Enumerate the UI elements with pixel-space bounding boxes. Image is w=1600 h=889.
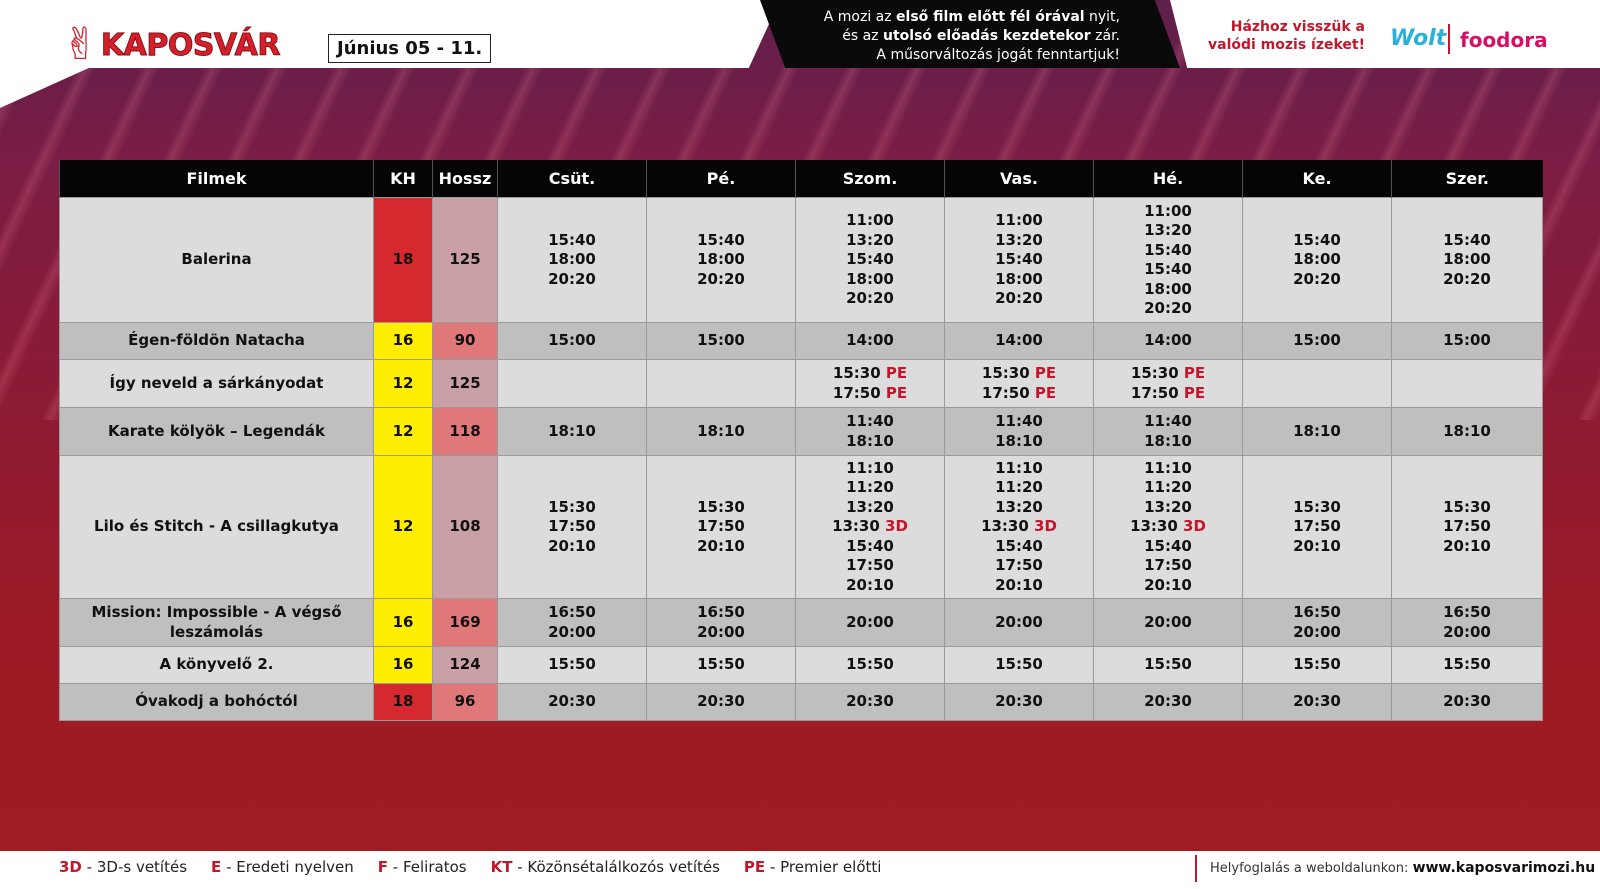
showtimes-cell (647, 456, 796, 599)
showtime[interactable]: 15:00 (1293, 331, 1341, 350)
showtime[interactable]: 11:40 (995, 412, 1043, 430)
showtimes-cell (1094, 198, 1243, 323)
showtime[interactable]: 20:20 (1293, 269, 1341, 288)
movie-length: 124 (433, 647, 498, 684)
showtimes-cell (796, 408, 945, 456)
column-header: Ke. (1243, 160, 1392, 198)
movie-row (60, 684, 1543, 721)
movie-length: 118 (433, 408, 498, 456)
showtime[interactable]: 17:50 (697, 517, 745, 536)
showtime[interactable]: 13:20 (846, 497, 894, 516)
showtime[interactable]: 15:40 (548, 230, 596, 249)
showtime[interactable]: 18:00 (995, 269, 1043, 288)
column-header: Pé. (647, 160, 796, 198)
showtime[interactable]: 15:40 (1144, 260, 1192, 278)
showtime-tag: PE (1178, 383, 1206, 402)
showtime[interactable]: 20:30 (1144, 692, 1192, 711)
showtime[interactable]: 20:30 (1443, 692, 1491, 711)
movie-title[interactable]: Lilo és Stitch - A csillagkutya (60, 456, 374, 599)
showtime[interactable]: 17:50 (995, 556, 1043, 575)
showtime[interactable]: 11:20 (1144, 478, 1192, 497)
showtimes-cell (647, 599, 796, 647)
movie-length: 125 (433, 198, 498, 323)
showtime[interactable]: 11:10 (1144, 458, 1192, 477)
showtime[interactable]: 17:50 PE (832, 383, 908, 402)
showtime-tag: PE (880, 383, 908, 402)
showtime[interactable]: 13:30 3D (832, 517, 908, 536)
showtimes-cell (1243, 599, 1392, 647)
showtimes-cell (647, 360, 796, 408)
showtime[interactable]: 20:30 (697, 692, 745, 711)
showtime[interactable]: 15:40 (1443, 230, 1491, 249)
showtime[interactable]: 15:50 (1144, 655, 1192, 674)
showtimes-cell (498, 456, 647, 599)
legend-item: KT - Közönsétalálkozós vetítés (490, 858, 720, 876)
column-header: Szer. (1392, 160, 1543, 198)
showtimes-cell (1392, 198, 1543, 323)
showtimes-cell (1094, 684, 1243, 721)
showtime[interactable]: 15:40 (1144, 240, 1192, 259)
age-rating: 16 (374, 599, 433, 647)
showtime[interactable]: 13:20 (846, 230, 894, 249)
showtime[interactable]: 20:20 (548, 269, 596, 288)
showtime[interactable]: 20:30 (1293, 692, 1341, 711)
showtime[interactable]: 17:50 PE (981, 383, 1057, 402)
showtime[interactable]: 18:10 (1443, 421, 1491, 440)
showtime[interactable]: 20:00 (1443, 622, 1491, 641)
showtime[interactable]: 15:30 PE (1130, 364, 1206, 382)
showtimes-cell (1392, 647, 1543, 684)
showtime[interactable]: 18:00 (1293, 250, 1341, 269)
showtimes-cell (1243, 360, 1392, 408)
movie-title[interactable]: Így neveld a sárkányodat (60, 360, 374, 408)
showtime[interactable]: 18:00 (1144, 279, 1192, 298)
movie-length: 90 (433, 323, 498, 360)
age-rating: 12 (374, 456, 433, 599)
showtime[interactable]: 15:50 (1443, 655, 1491, 674)
showtime[interactable]: 20:00 (548, 622, 596, 641)
showtime[interactable]: 16:50 (1443, 603, 1491, 621)
showtimes-cell (498, 647, 647, 684)
showtime[interactable]: 17:50 (1144, 556, 1192, 575)
cinema-logo (62, 12, 280, 78)
showtime[interactable]: 13:30 3D (981, 517, 1057, 536)
showtime[interactable]: 15:30 (697, 497, 745, 516)
showtimes-cell (647, 684, 796, 721)
column-header: Hé. (1094, 160, 1243, 198)
showtime[interactable]: 11:20 (846, 478, 894, 497)
showtime[interactable]: 11:20 (995, 478, 1043, 497)
showtimes-cell (647, 408, 796, 456)
schedule-header-row (60, 160, 1543, 198)
age-rating: 12 (374, 408, 433, 456)
showtime[interactable]: 20:30 (846, 692, 894, 711)
showtimes-cell (1392, 456, 1543, 599)
showtime[interactable]: 17:50 (1293, 517, 1341, 536)
showtimes-cell (498, 599, 647, 647)
victory-hand-icon: ✌ (62, 19, 99, 70)
booking-info: Helyfoglalás a weboldalunkon: www.kaposvarimozi.hu (1210, 860, 1596, 876)
movie-length: 169 (433, 599, 498, 647)
showtime[interactable]: 18:00 (1443, 250, 1491, 269)
showtime[interactable]: 18:00 (697, 250, 745, 269)
showtime[interactable]: 17:50 (1443, 517, 1491, 536)
foodora-logo[interactable]: foodora (1460, 28, 1548, 52)
showtime-tag: PE (1029, 383, 1057, 402)
movie-row (60, 456, 1543, 599)
showtime[interactable]: 18:10 (697, 421, 745, 440)
wolt-logo[interactable]: Wolt (1390, 26, 1447, 51)
age-rating: 16 (374, 647, 433, 684)
column-header: Filmek (60, 160, 374, 198)
showtimes-cell (1094, 647, 1243, 684)
showtimes-cell (498, 198, 647, 323)
movie-title[interactable]: Mission: Impossible - A végső leszámolás (60, 599, 374, 647)
showtimes-cell (1392, 408, 1543, 456)
movie-title[interactable]: Balerina (60, 198, 374, 323)
movie-row (60, 360, 1543, 408)
showtime[interactable]: 15:30 (1443, 497, 1491, 516)
showtimes-cell (796, 684, 945, 721)
showtimes-cell (1094, 456, 1243, 599)
movie-row (60, 599, 1543, 647)
showtimes-cell (945, 599, 1094, 647)
showtime[interactable]: 17:50 PE (1130, 383, 1206, 402)
showtime[interactable]: 20:00 (995, 612, 1043, 631)
showtime[interactable]: 20:20 (1144, 299, 1192, 317)
legend-item: PE - Premier előtti (743, 858, 882, 876)
showtime[interactable]: 20:10 (995, 575, 1043, 594)
showtimes-cell (945, 408, 1094, 456)
movie-title[interactable]: Égen-földön Natacha (60, 323, 374, 360)
showtimes-cell (498, 360, 647, 408)
showtimes-cell (1243, 408, 1392, 456)
showtimes-cell (1243, 647, 1392, 684)
showtime[interactable]: 13:20 (995, 497, 1043, 516)
movie-length: 125 (433, 360, 498, 408)
showtimes-cell (796, 323, 945, 360)
showtime[interactable]: 11:40 (1144, 412, 1192, 430)
age-rating: 18 (374, 198, 433, 323)
showtime[interactable]: 16:50 (548, 603, 596, 621)
showtime[interactable]: 20:20 (697, 269, 745, 288)
showtimes-cell (1392, 360, 1543, 408)
showtimes-cell (498, 323, 647, 360)
showtime[interactable]: 18:10 (846, 431, 894, 450)
showtime[interactable]: 18:10 (1293, 421, 1341, 440)
showtimes-cell (1392, 599, 1543, 647)
showtimes-cell (1392, 684, 1543, 721)
legend-item: 3D - 3D-s vetítés (59, 858, 188, 876)
showtime[interactable]: 15:00 (697, 331, 745, 350)
showtimes-cell (945, 198, 1094, 323)
showtime[interactable]: 16:50 (697, 603, 745, 621)
showtime[interactable]: 20:10 (1443, 536, 1491, 555)
showtime[interactable]: 13:20 (1144, 497, 1192, 516)
showtime[interactable]: 20:00 (1293, 622, 1341, 641)
showtimes-cell (498, 408, 647, 456)
showtimes-cell (647, 323, 796, 360)
movie-title[interactable]: Óvakodj a bohóctól (60, 684, 374, 721)
showtime[interactable]: 11:10 (846, 458, 894, 477)
showtimes-cell (1392, 323, 1543, 360)
showtime[interactable]: 20:00 (846, 612, 894, 631)
showtimes-cell (1094, 599, 1243, 647)
showtimes-cell (945, 360, 1094, 408)
showtimes-cell (498, 684, 647, 721)
showtimes-cell (647, 647, 796, 684)
showtime[interactable]: 20:10 (548, 536, 596, 555)
movie-length: 96 (433, 684, 498, 721)
showtime[interactable]: 14:00 (1144, 331, 1192, 350)
showtimes-cell (945, 323, 1094, 360)
showtime[interactable]: 20:30 (548, 692, 596, 711)
movie-row (60, 323, 1543, 360)
showtime[interactable]: 20:10 (1293, 536, 1341, 555)
age-rating: 12 (374, 360, 433, 408)
legend (59, 858, 881, 876)
legend-item: E - Eredeti nyelven (211, 858, 354, 876)
showtimes-cell (1094, 408, 1243, 456)
showtimes-cell (1243, 456, 1392, 599)
showtime[interactable]: 11:00 (1144, 201, 1192, 220)
showtime[interactable]: 20:10 (697, 536, 745, 555)
showtimes-cell (1243, 684, 1392, 721)
column-header: Vas. (945, 160, 1094, 198)
date-range: Június 05 - 11. (328, 34, 491, 63)
showtime[interactable]: 11:10 (995, 458, 1043, 477)
showtime[interactable]: 15:40 (846, 250, 894, 269)
showtime[interactable]: 16:50 (1293, 603, 1341, 621)
showtime[interactable]: 15:50 (697, 655, 745, 674)
showtime[interactable]: 15:40 (1293, 230, 1341, 249)
showtime[interactable]: 15:40 (995, 536, 1043, 555)
column-header: Hossz (433, 160, 498, 198)
showtime[interactable]: 17:50 (548, 517, 596, 536)
showtime[interactable]: 15:50 (548, 655, 596, 674)
showtimes-cell (647, 198, 796, 323)
showtime[interactable]: 15:00 (548, 331, 596, 350)
showtime[interactable]: 13:20 (995, 230, 1043, 249)
showtime[interactable]: 13:20 (1144, 221, 1192, 239)
showtime[interactable]: 11:40 (846, 412, 894, 430)
showtime-tag: PE (880, 364, 908, 382)
showtimes-cell (945, 684, 1094, 721)
showtime[interactable]: 15:30 PE (832, 364, 908, 382)
logo-separator (1448, 24, 1450, 54)
showtime[interactable]: 20:10 (846, 575, 894, 594)
showtime[interactable]: 20:00 (697, 622, 745, 641)
age-rating: 18 (374, 684, 433, 721)
showtime-tag: PE (1029, 364, 1057, 382)
legend-item: F - Feliratos (377, 858, 467, 876)
showtime[interactable]: 15:30 PE (981, 364, 1057, 382)
showtime-tag: 3D (1028, 517, 1057, 536)
showtime[interactable]: 15:40 (995, 250, 1043, 269)
showtime-tag: PE (1178, 364, 1206, 382)
showtimes-cell (796, 360, 945, 408)
showtime[interactable]: 20:10 (1144, 575, 1192, 594)
showtimes-cell (1094, 360, 1243, 408)
showtime[interactable]: 15:00 (1443, 331, 1491, 350)
showtime-tag: 3D (879, 517, 908, 536)
showtime[interactable]: 13:30 3D (1130, 517, 1206, 536)
logo-text: KAPOSVÁR (100, 27, 280, 63)
showtimes-cell (1243, 198, 1392, 323)
movie-length: 108 (433, 456, 498, 599)
schedule-table (59, 160, 1543, 721)
showtimes-cell (1094, 323, 1243, 360)
booking-link[interactable]: www.kaposvarimozi.hu (1412, 860, 1596, 876)
showtime[interactable]: 18:10 (548, 421, 596, 440)
showtime[interactable]: 18:10 (995, 431, 1043, 450)
showtime[interactable]: 15:40 (697, 230, 745, 249)
showtime[interactable]: 14:00 (846, 331, 894, 350)
movie-title[interactable]: A könyvelő 2. (60, 647, 374, 684)
showtime[interactable]: 15:40 (846, 536, 894, 555)
showtimes-cell (796, 599, 945, 647)
showtime[interactable]: 15:30 (1293, 497, 1341, 516)
showtimes-cell (796, 647, 945, 684)
showtime[interactable]: 11:00 (846, 211, 894, 230)
showtime[interactable]: 15:30 (548, 497, 596, 516)
showtime[interactable]: 17:50 (846, 556, 894, 575)
showtime[interactable]: 18:00 (548, 250, 596, 269)
showtimes-cell (945, 647, 1094, 684)
movie-title[interactable]: Karate kölyök – Legendák (60, 408, 374, 456)
column-header: Csüt. (498, 160, 647, 198)
showtime[interactable]: 20:20 (846, 289, 894, 308)
showtime[interactable]: 15:40 (1144, 536, 1192, 555)
showtime[interactable]: 15:50 (1293, 655, 1341, 674)
movie-row (60, 647, 1543, 684)
showtime[interactable]: 20:30 (995, 692, 1043, 711)
showtime[interactable]: 18:10 (1144, 431, 1192, 450)
showtime[interactable]: 11:00 (995, 211, 1043, 230)
column-header: KH (374, 160, 433, 198)
showtime[interactable]: 20:00 (1144, 612, 1192, 631)
showtimes-cell (945, 456, 1094, 599)
showtimes-cell (796, 198, 945, 323)
showtime[interactable]: 18:00 (846, 269, 894, 288)
showtime[interactable]: 20:20 (1443, 269, 1491, 288)
showtime[interactable]: 14:00 (995, 331, 1043, 350)
movie-row (60, 198, 1543, 323)
showtime[interactable]: 20:20 (995, 289, 1043, 308)
column-header: Szom. (796, 160, 945, 198)
showtime[interactable]: 15:50 (846, 655, 894, 674)
showtime[interactable]: 15:50 (995, 655, 1043, 674)
showtimes-cell (1243, 323, 1392, 360)
age-rating: 16 (374, 323, 433, 360)
movie-row (60, 408, 1543, 456)
booking-separator (1195, 855, 1197, 882)
opening-notice-text: A mozi az első film előtt fél órával nyit, és az utolsó előadás kezdetekor zár. A műsorváltozás jogát fenntartjuk! (823, 9, 1120, 63)
delivery-promo: Házhoz visszük a valódi mozis ízeket! (1208, 19, 1365, 53)
showtimes-cell (796, 456, 945, 599)
showtime-tag: 3D (1177, 517, 1206, 536)
